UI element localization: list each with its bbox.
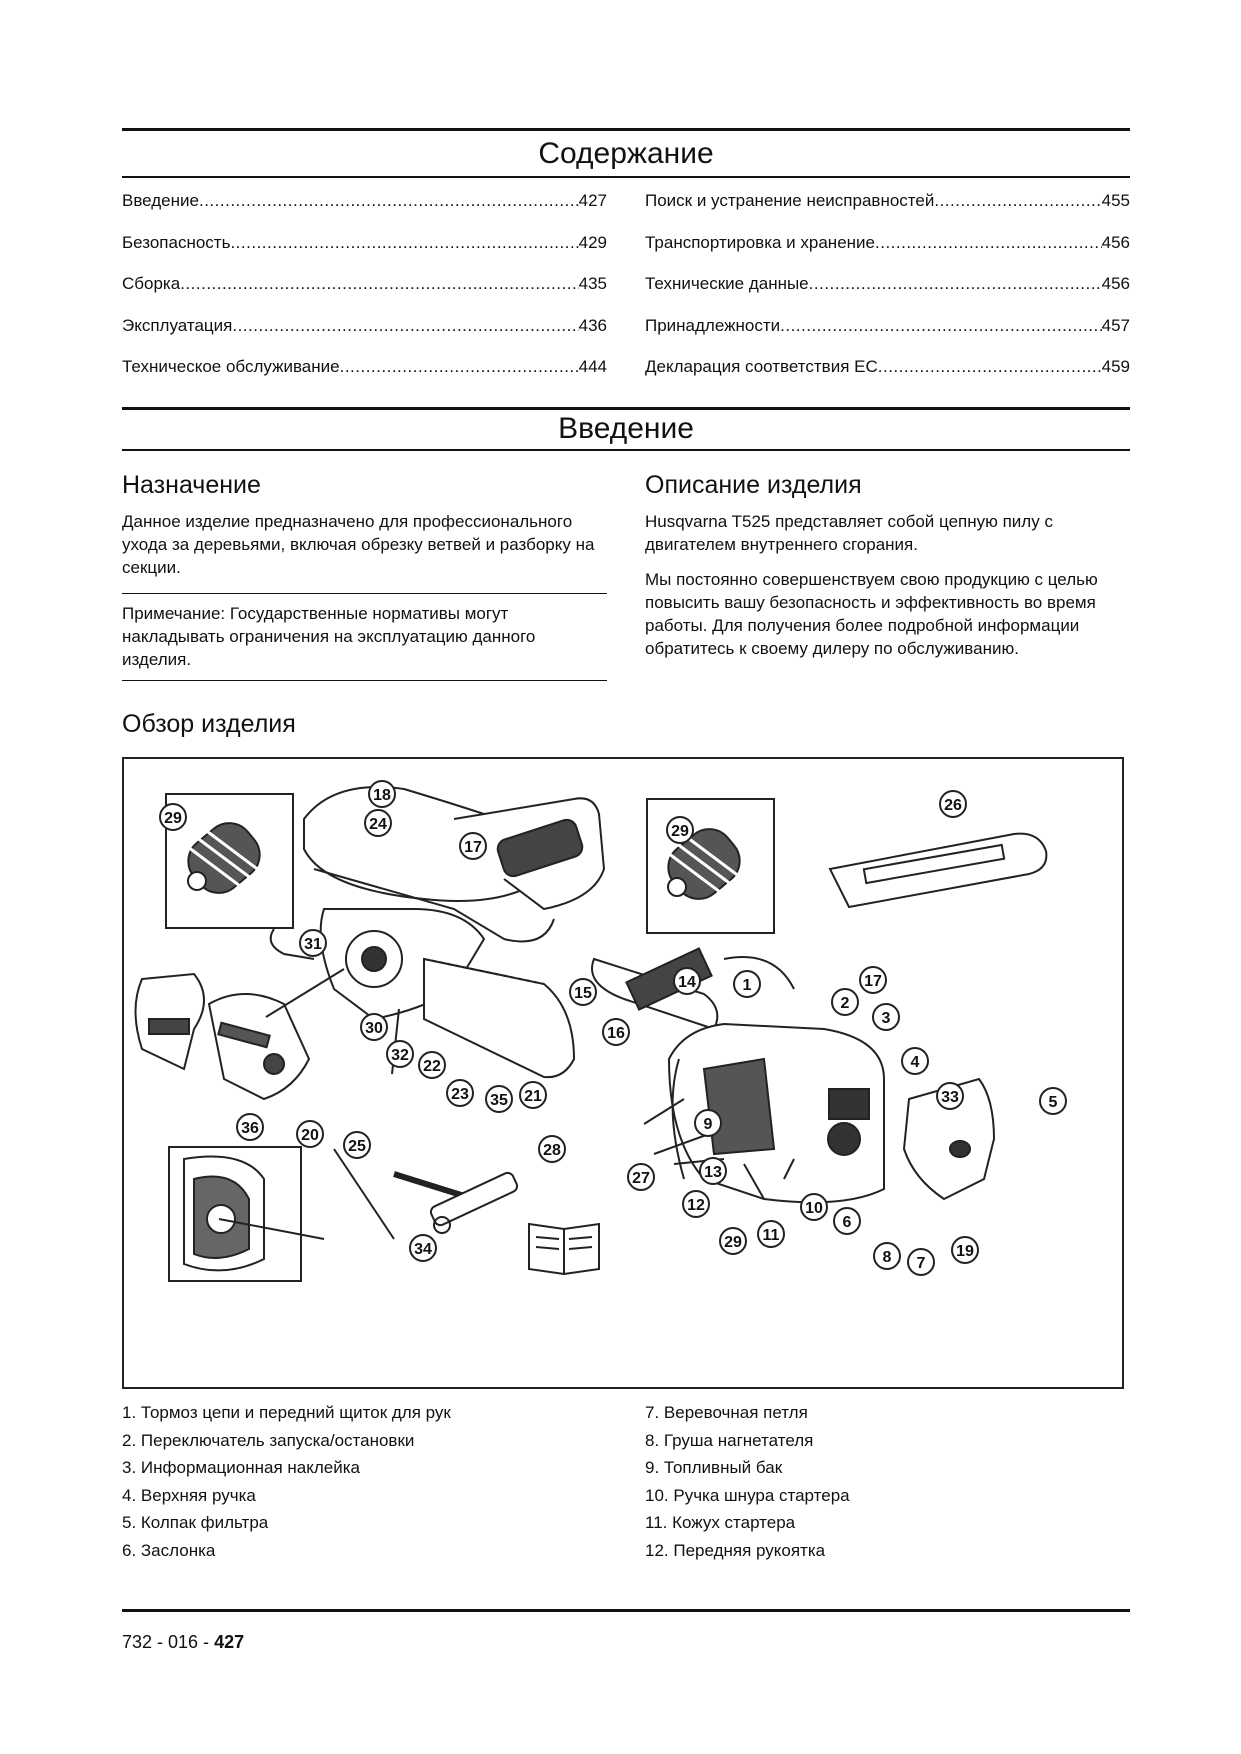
legend-item: 1. Тормоз цепи и передний щиток для рук (122, 1403, 451, 1422)
legend-item: 3. Информационная наклейка (122, 1458, 360, 1478)
callout-3 (873, 1004, 899, 1030)
svg-text:20: 20 (301, 1127, 319, 1144)
toc-left-column (122, 191, 607, 399)
description-text-1: Husqvarna T525 представляет собой цепную пилу с двигателем внутреннего сгорания. (645, 512, 1053, 554)
toc-right-column (645, 191, 1130, 399)
legend-item: 6. Заслонка (122, 1540, 216, 1560)
toc-entry[interactable]: Технические данные ..... 456 (645, 274, 1130, 316)
doc-number: 732 - 016 - (122, 1632, 215, 1652)
callout-9 (695, 1110, 721, 1136)
callout-24 (365, 810, 391, 836)
svg-text:15: 15 (574, 985, 592, 1002)
note-bottom-rule (122, 680, 607, 681)
svg-text:31: 31 (304, 936, 322, 953)
svg-text:10: 10 (805, 1200, 823, 1217)
footer-rule (122, 1609, 1130, 1612)
svg-text:9: 9 (703, 1116, 713, 1133)
callout-17 (860, 967, 886, 993)
legend-item: 2. Переключатель запуска/остановки (122, 1430, 415, 1450)
callout-23 (447, 1080, 473, 1106)
svg-text:27: 27 (632, 1170, 650, 1187)
svg-text:6: 6 (842, 1214, 852, 1231)
svg-text:2: 2 (840, 995, 850, 1012)
svg-text:35: 35 (490, 1092, 508, 1109)
grip-sleeve-left-icon (179, 813, 270, 902)
page-number: 427 (214, 1632, 245, 1652)
callout-34 (410, 1235, 436, 1261)
purpose-note (122, 602, 607, 671)
legend-item: 7. Веревочная петля (645, 1403, 808, 1422)
callout-29 (160, 804, 186, 830)
svg-text:24: 24 (369, 816, 387, 833)
callout-4 (902, 1048, 928, 1074)
callout-1 (734, 971, 760, 997)
svg-text:13: 13 (704, 1164, 722, 1181)
toc-entry[interactable]: Введение ..... 427 (122, 191, 607, 233)
guide-bar-icon (830, 834, 1046, 907)
note-text: Государственные нормативы могут накладывать ограничения на эксплуатацию данного изделия. (122, 604, 536, 669)
svg-text:3: 3 (881, 1010, 891, 1027)
callout-14 (674, 968, 700, 994)
svg-text:16: 16 (607, 1025, 625, 1042)
callout-10 (801, 1194, 827, 1220)
callout-30 (361, 1014, 387, 1040)
svg-text:23: 23 (451, 1086, 469, 1103)
callout-29 (720, 1228, 746, 1254)
callout-21 (520, 1082, 546, 1108)
callout-20 (297, 1121, 323, 1147)
legend-item: 8. Груша нагнетателя (645, 1430, 814, 1450)
callout-8 (874, 1243, 900, 1269)
callout-15 (570, 979, 596, 1005)
side-cover-icon (136, 974, 205, 1069)
callout-17 (460, 833, 486, 859)
svg-text:26: 26 (944, 797, 962, 814)
svg-text:28: 28 (543, 1142, 561, 1159)
callout-27 (628, 1164, 654, 1190)
legend-item: 12. Передняя рукоятка (645, 1540, 826, 1560)
callout-12 (683, 1191, 709, 1217)
toc-entry[interactable]: Принадлежности ..... 457 (645, 316, 1130, 358)
clutch-cover-icon (209, 994, 309, 1099)
callout-35 (486, 1086, 512, 1112)
legend-right (645, 1399, 850, 1565)
callout-31 (300, 930, 326, 956)
svg-text:18: 18 (373, 787, 391, 804)
svg-text:22: 22 (423, 1058, 441, 1075)
callout-32 (387, 1041, 413, 1067)
combination-spanner-icon (394, 1171, 519, 1233)
toc-entry[interactable]: Декларация соответствия ЕС ..... 459 (645, 357, 1130, 399)
toc-entry[interactable]: Техническое обслуживание ..... 444 (122, 357, 607, 399)
legend-item: 5. Колпак фильтра (122, 1513, 269, 1533)
toc-entry[interactable]: Поиск и устранение неисправностей ..... 455 (645, 191, 1130, 233)
leader-line (266, 969, 344, 1017)
callout-29 (667, 817, 693, 843)
svg-text:12: 12 (687, 1197, 705, 1214)
overview-heading: Обзор изделия (122, 710, 296, 738)
callout-11 (758, 1221, 784, 1247)
callout-13 (700, 1158, 726, 1184)
svg-text:29: 29 (671, 823, 689, 840)
svg-text:29: 29 (164, 810, 182, 827)
description-heading: Описание изделия (645, 471, 862, 499)
toc-top-rule (122, 128, 1130, 131)
toc-entry[interactable]: Эксплуатация ..... 436 (122, 316, 607, 358)
description-text-2: Мы постоянно совершенствуем свою продукцию с целью повысить вашу безопасность и эффективность во время работы. Для получения более подробной информации обратитесь к своему дилеру по обслуживанию. (645, 570, 1098, 658)
legend-left (122, 1399, 451, 1565)
svg-text:29: 29 (724, 1234, 742, 1251)
svg-text:36: 36 (241, 1120, 259, 1137)
svg-text:8: 8 (882, 1249, 892, 1266)
svg-text:32: 32 (391, 1047, 409, 1064)
note-top-rule (122, 593, 607, 594)
intro-title: Введение (558, 412, 694, 445)
starter-housing-icon (184, 1157, 264, 1271)
svg-text:25: 25 (348, 1138, 366, 1155)
svg-text:34: 34 (414, 1241, 432, 1258)
toc-entry[interactable]: Безопасность ..... 429 (122, 233, 607, 275)
svg-text:5: 5 (1048, 1094, 1058, 1111)
svg-text:33: 33 (941, 1089, 959, 1106)
legend-item: 4. Верхняя ручка (122, 1485, 256, 1505)
svg-text:30: 30 (365, 1020, 383, 1037)
legend-item: 11. Кожух стартера (645, 1513, 796, 1533)
note-label: Примечание: (122, 604, 226, 623)
svg-text:21: 21 (524, 1088, 542, 1105)
page-footer (122, 1632, 244, 1653)
purpose-text: Данное изделие предназначено для профессионального ухода за деревьями, включая обрезку ветвей и разборку на секции. (122, 512, 595, 577)
legend-item: 10. Ручка шнура стартера (645, 1485, 850, 1505)
callout-6 (834, 1208, 860, 1234)
intro-top-rule (122, 407, 1130, 410)
callout-22 (419, 1052, 445, 1078)
callout-36 (237, 1114, 263, 1140)
toc-bottom-rule (122, 176, 1130, 178)
svg-text:4: 4 (910, 1054, 920, 1071)
legend-item: 9. Топливный бак (645, 1458, 783, 1478)
svg-text:19: 19 (956, 1243, 974, 1260)
svg-text:17: 17 (464, 839, 482, 856)
callout-28 (539, 1136, 565, 1162)
callout-19 (952, 1237, 978, 1263)
product-overview-figure (122, 757, 1124, 1389)
chainsaw-bar-icon (424, 959, 574, 1077)
svg-text:7: 7 (916, 1255, 926, 1272)
toc-entry[interactable]: Сборка ..... 435 (122, 274, 607, 316)
toc-title: Содержание (538, 137, 714, 170)
svg-text:14: 14 (678, 974, 696, 991)
leader-line (334, 1149, 394, 1239)
callout-18 (369, 781, 395, 807)
operator-manual-icon (529, 1224, 599, 1274)
callout-16 (603, 1019, 629, 1045)
callout-26 (940, 791, 966, 817)
svg-text:17: 17 (864, 973, 882, 990)
svg-text:11: 11 (762, 1227, 780, 1244)
callout-5 (1040, 1088, 1066, 1114)
callout-33 (937, 1083, 963, 1109)
callout-25 (344, 1132, 370, 1158)
callout-7 (908, 1249, 934, 1275)
purpose-heading: Назначение (122, 471, 261, 499)
callout-2 (832, 989, 858, 1015)
intro-bottom-rule (122, 449, 1130, 451)
toc-entry[interactable]: Транспортировка и хранение ..... 456 (645, 233, 1130, 275)
svg-text:1: 1 (742, 977, 752, 994)
